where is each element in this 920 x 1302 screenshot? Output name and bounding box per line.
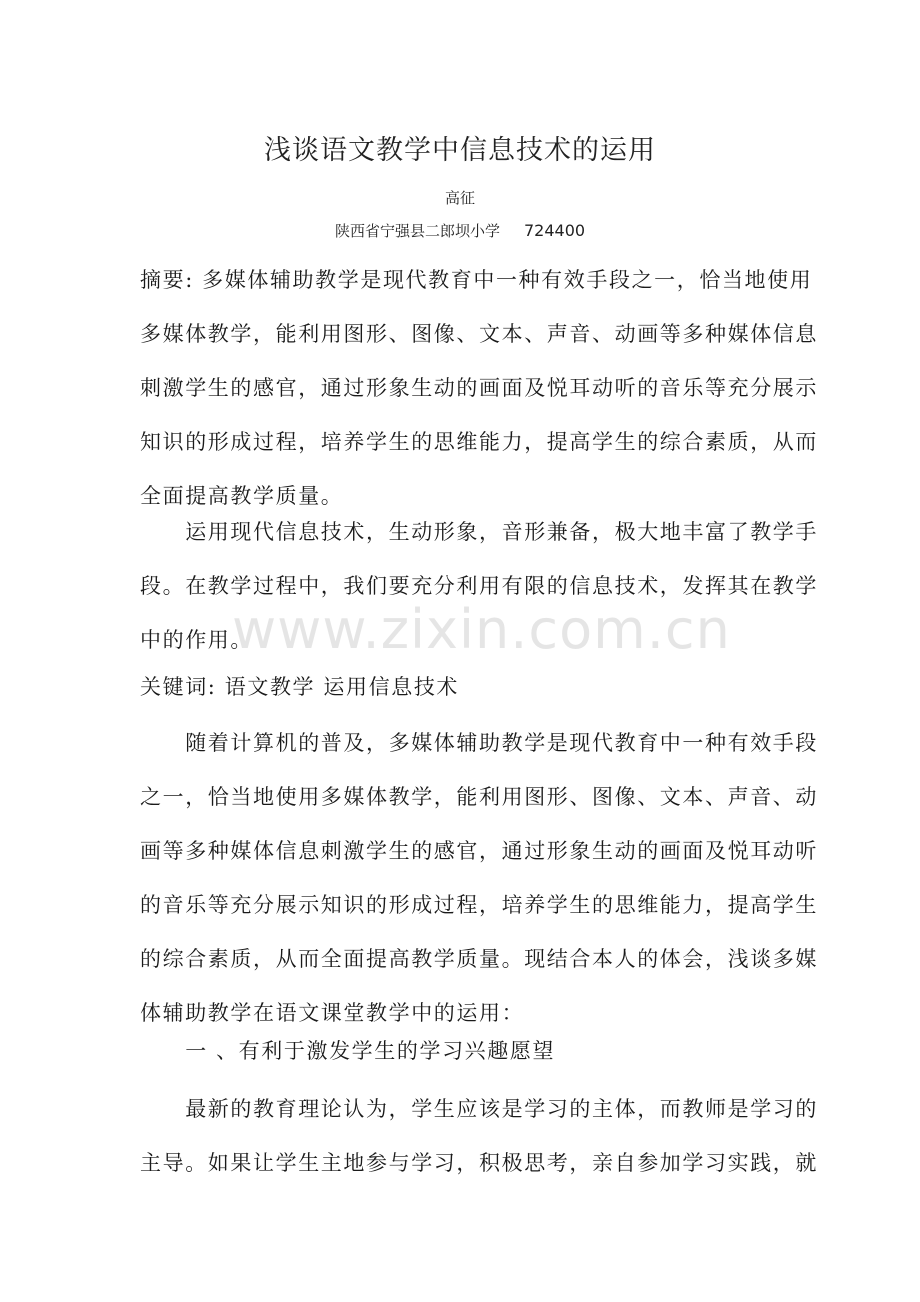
author-affiliation: [0, 220, 920, 241]
paragraph-line: 之一，恰当地使用多媒体教学，能利用图形、图像、文本、声音、动: [140, 785, 818, 809]
abstract-line: 刺激学生的感官，通过形象生动的画面及悦耳动听的音乐等充分展示: [140, 376, 818, 400]
abstract-line: 摘要: 多媒体辅助教学是现代教育中一种有效手段之一，恰当地使用: [140, 268, 813, 292]
paragraph-line: 的综合素质，从而全面提高教学质量。现结合本人的体会，浅谈多媒: [140, 947, 818, 971]
paragraph-line: 画等多种媒体信息刺激学生的感官，通过形象生动的画面及悦耳动听: [140, 839, 818, 863]
author-name: 高征: [444, 189, 475, 207]
paragraph-line: 中的作用。: [140, 628, 253, 652]
affiliation-school: 陕西省宁强县二郎坝小学: [334, 222, 500, 240]
paragraph-line: 运用现代信息技术，生动形象，音形兼备，极大地丰富了教学手: [140, 520, 818, 544]
intro-paragraph: [140, 505, 818, 667]
paragraph-line: 随着计算机的普及，多媒体辅助教学是现代教育中一种有效手段: [140, 731, 818, 755]
paragraph-line: 体辅助教学在语文课堂教学中的运用：: [140, 1001, 525, 1025]
abstract-line: 多媒体教学，能利用图形、图像、文本、声音、动画等多种媒体信息: [140, 322, 818, 346]
paragraph-line: 的音乐等充分展示知识的形成过程，培养学生的思维能力，提高学生: [140, 893, 818, 917]
abstract-paragraph: [140, 253, 818, 523]
abstract-line: 全面提高教学质量。: [140, 484, 344, 508]
affiliation-zipcode: 724400: [523, 221, 586, 240]
body-paragraph: [140, 716, 818, 1040]
keywords-line: 关键词: 语文教学 运用信息技术: [140, 675, 460, 699]
paragraph-line: 主导。如果让学生主地参与学习，积极思考，亲自参加学习实践，就: [140, 1151, 818, 1175]
watermark: www.zixin.com.cn: [232, 598, 731, 661]
section-paragraph: [140, 1082, 818, 1190]
document-title: 浅谈语文教学中信息技术的运用: [264, 135, 656, 166]
paragraph-line: 段。在教学过程中，我们要充分利用有限的信息技术，发挥其在教学: [140, 574, 818, 598]
section-heading-text: 一 、有利于激发学生的学习兴趣愿望: [140, 1039, 556, 1063]
keywords-paragraph: [140, 660, 782, 714]
paragraph-line: 最新的教育理论认为，学生应该是学习的主体，而教师是学习的: [140, 1097, 818, 1121]
section-heading: [140, 1024, 782, 1078]
abstract-line: 知识的形成过程，培养学生的思维能力，提高学生的综合素质，从而: [140, 430, 818, 454]
